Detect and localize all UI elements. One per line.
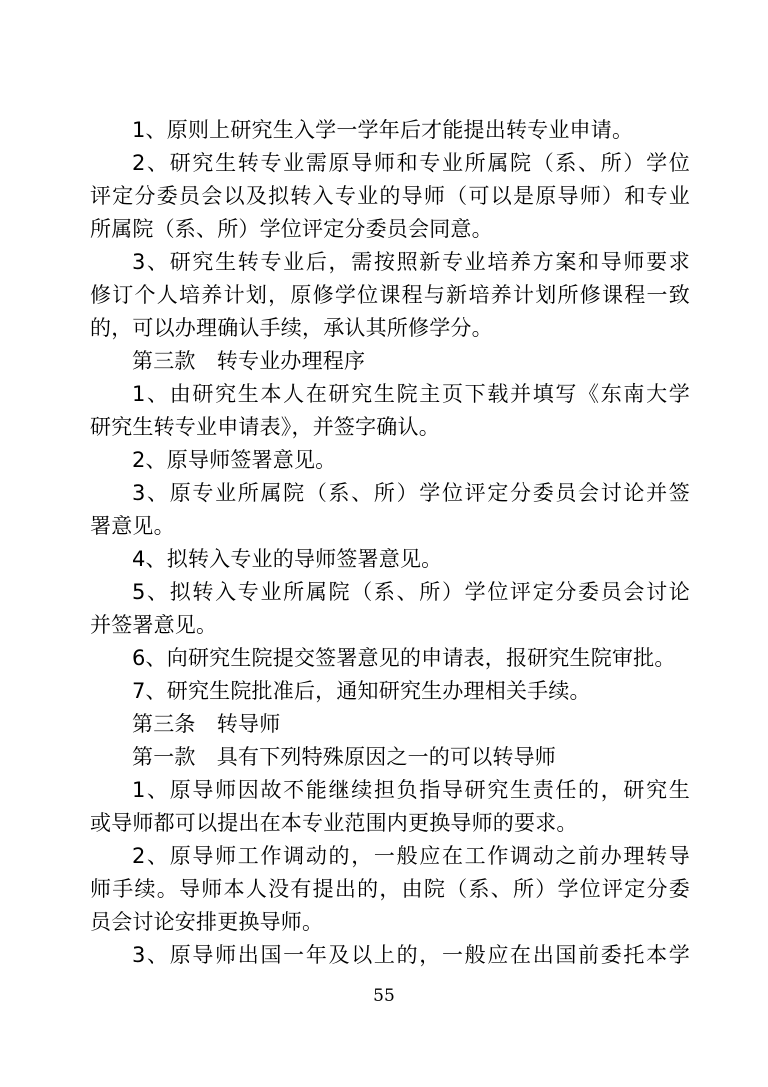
text-line: 2、研究生转专业需原导师和专业所属院（系、所）学位 — [132, 151, 690, 175]
text-line: 员会讨论安排更换导师。 — [90, 910, 324, 934]
text-line: 1、由研究生本人在研究生院主页下载并填写《东南大学 — [132, 382, 690, 406]
text-line: 的，可以办理确认手续，承认其所修学分。 — [90, 316, 493, 340]
text-line: 2、原导师工作调动的，一般应在工作调动之前办理转导 — [132, 844, 690, 868]
section-heading: 第三条 转导师 — [132, 712, 281, 736]
text-line: 研究生转专业申请表》，并签字确认。 — [90, 415, 440, 439]
text-line: 5、拟转入专业所属院（系、所）学位评定分委员会讨论 — [132, 580, 690, 604]
text-line: 3、研究生转专业后，需按照新专业培养方案和导师要求 — [132, 250, 690, 274]
text-line: 2、原导师签署意见。 — [132, 448, 337, 472]
text-line: 评定分委员会以及拟转入专业的导师（可以是原导师）和专业 — [90, 184, 690, 208]
text-line: 并签署意见。 — [90, 613, 218, 637]
text-line: 3、原专业所属院（系、所）学位评定分委员会讨论并签 — [132, 481, 690, 505]
text-line: 修订个人培养计划，原修学位课程与新培养计划所修课程一致 — [90, 283, 690, 307]
text-line: 署意见。 — [90, 514, 175, 538]
text-line: 或导师都可以提出在本专业范围内更换导师的要求。 — [90, 811, 578, 835]
section-heading: 第三款 转专业办理程序 — [132, 349, 366, 373]
section-heading: 第一款 具有下列特殊原因之一的可以转导师 — [132, 745, 556, 769]
text-line: 6、向研究生院提交签署意见的申请表，报研究生院审批。 — [132, 646, 676, 670]
page-number: 55 — [373, 986, 395, 1006]
text-line: 3、原导师出国一年及以上的，一般应在出国前委托本学 — [132, 943, 690, 967]
text-line: 1、原导师因故不能继续担负指导研究生责任的，研究生 — [132, 778, 690, 802]
text-line: 4、拟转入专业的导师签署意见。 — [132, 547, 443, 571]
text-line: 7、研究生院批准后，通知研究生办理相关手续。 — [132, 679, 591, 703]
text-line: 1、原则上研究生入学一学年后才能提出转专业申请。 — [132, 118, 634, 142]
text-line: 师手续。导师本人没有提出的，由院（系、所）学位评定分委 — [90, 877, 690, 901]
text-line: 所属院（系、所）学位评定分委员会同意。 — [90, 217, 493, 241]
